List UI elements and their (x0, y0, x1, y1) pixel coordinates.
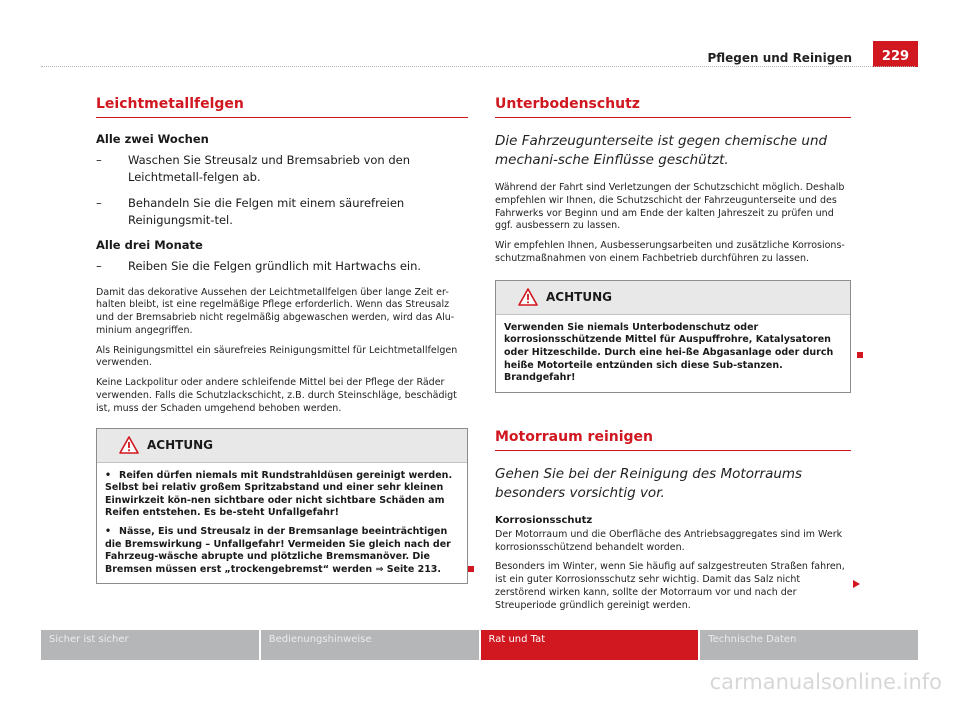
lead-text: Die Fahrzeugunterseite ist gegen chemische und mechani-sche Einflüsse geschützt. (495, 133, 828, 168)
warning-triangle-icon (119, 436, 139, 454)
warning-header (97, 429, 467, 463)
footer-tab-technische-daten[interactable]: Technische Daten (700, 630, 918, 660)
body-paragraph: Keine Lackpolitur oder andere schleifende Mittel bei der Pflege der Räder verwenden. Falls die Schutzlackschicht, z.B. durch Steinschläge, beschädigt ist, muss der Schaden umgehend behoben werden. (96, 377, 457, 414)
warning-body (97, 463, 467, 584)
left-column (96, 96, 468, 584)
warning-text: Reifen dürfen niemals mit Rundstrahldüsen gereinigt werden. Selbst bei relativ großem Spritzabstand und einer sehr kleinen Einwirkzeit kön-nen sichtbare oder nicht sichtbare Schäden am Reifen entstehen. Es be-steht Unfallgefahr! (105, 469, 453, 519)
subheading-korrosionsschutz: Korrosionsschutz (495, 514, 593, 526)
warning-box (96, 428, 468, 585)
body-paragraph: Während der Fahrt sind Verletzungen der Schutzschicht möglich. Deshalb empfehlen wir Ihnen, die Schutzschicht der Fahrzeugunterseite und des Fahrwerks vor Beginn und am Ende der kalten Jahreszeit zu prüfen und ggf. ausbessern zu lassen. (495, 182, 845, 232)
body-paragraph: Wir empfehlen Ihnen, Ausbesserungsarbeiten und zusätzliche Korrosions-schutzmaßnahmen von einem Fachbetrieb durchführen zu lassen. (495, 240, 845, 264)
section-title-leichtmetallfelgen: Leichtmetallfelgen (96, 96, 468, 118)
instruction-text: Waschen Sie Streusalz und Bremsabrieb von den Leichtmetall-felgen ab. (128, 153, 411, 184)
warning-title: ACHTUNG (546, 289, 612, 304)
body-paragraph: Besonders im Winter, wenn Sie häufig auf salzgestreuten Straßen fahren, ist ein guter Korrosionsschutz sehr wichtig. Damit das Salz nicht zerstörend wirken kann, sollte der Motorraum vor und nach der Streuperiode gründlich gereinigt werden. (495, 561, 845, 611)
page-header-title: Pflegen und Reinigen (707, 51, 852, 65)
instruction-text: Reiben Sie die Felgen gründlich mit Hartwachs ein. (128, 259, 422, 273)
body-paragraph: Als Reinigungsmittel ein säurefreies Reinigungsmittel für Leichtmetallfelgen verwenden. (96, 344, 458, 369)
warning-text: Verwenden Sie niemals Unterbodenschutz oder korrosionsschützende Mittel für Auspuffrohre, Katalysatoren oder Hitzeschilde. Durch eine hei-ße Abgasanlage oder durch heiße Motorteile entzünden sich diese Sub-stanzen. Brandgefahr! (504, 321, 834, 384)
bullet: • (105, 526, 112, 538)
section-title-motorraum: Motorraum reinigen (495, 429, 851, 451)
footer-tabs (41, 630, 918, 660)
footer-tab-rat-und-tat[interactable]: Rat und Tat (481, 630, 699, 660)
end-square-icon (468, 566, 474, 572)
continue-arrow-icon (853, 580, 860, 588)
warning-header (496, 281, 850, 315)
right-column (495, 96, 851, 620)
warning-body (496, 315, 850, 392)
body-paragraph: Damit das dekorative Aussehen der Leichtmetallfelgen über lange Zeit er-halten bleibt, ist eine regelmäßige Pflege erforderlich. Wenn das Streusalz und der Bremsabrieb nicht regelmäßig abgewaschen werden, wird das Alu-minium angegriffen. (96, 286, 455, 336)
subheading-three-months: Alle drei Monate (96, 238, 203, 252)
footer-tab-bedienung[interactable]: Bedienungshinweise (261, 630, 479, 660)
watermark: carmanualsonline.info (709, 670, 942, 694)
dash-marker: – (96, 153, 102, 167)
section-title-unterbodenschutz: Unterbodenschutz (495, 96, 851, 118)
page-number: 229 (873, 41, 918, 67)
instruction-item (96, 152, 468, 185)
footer-tab-sicher[interactable]: Sicher ist sicher (41, 630, 259, 660)
warning-box (495, 280, 851, 393)
warning-item (105, 526, 459, 576)
header-divider (41, 66, 915, 67)
subheading-two-weeks: Alle zwei Wochen (96, 132, 209, 146)
warning-item (105, 470, 459, 520)
warning-title: ACHTUNG (147, 437, 213, 452)
lead-text: Gehen Sie bei der Reinigung des Motorraums besonders vorsichtig vor. (495, 465, 803, 501)
body-paragraph: Der Motorraum und die Oberfläche des Antriebsaggregates sind im Werk korrosionsschützend behandelt worden. (495, 528, 843, 553)
dash-marker: – (96, 196, 102, 210)
instruction-item (96, 258, 468, 275)
end-square-icon (857, 352, 863, 358)
warning-text: Nässe, Eis und Streusalz in der Bremsanlage beeinträchtigen die Bremswirkung – Unfallgefahr! Vermeiden Sie gleich nach der Fahrzeug-wäsche abrupte und plötzliche Bremsmanöver. Die Bremsen müssen erst „trockengebremst“ werden ⇒ Seite 213. (105, 526, 451, 575)
bullet: • (105, 469, 112, 481)
warning-triangle-icon (518, 288, 538, 306)
instruction-text: Behandeln Sie die Felgen mit einem säurefreien Reinigungsmit-tel. (128, 196, 405, 227)
dash-marker: – (96, 259, 102, 273)
instruction-item (96, 195, 468, 228)
